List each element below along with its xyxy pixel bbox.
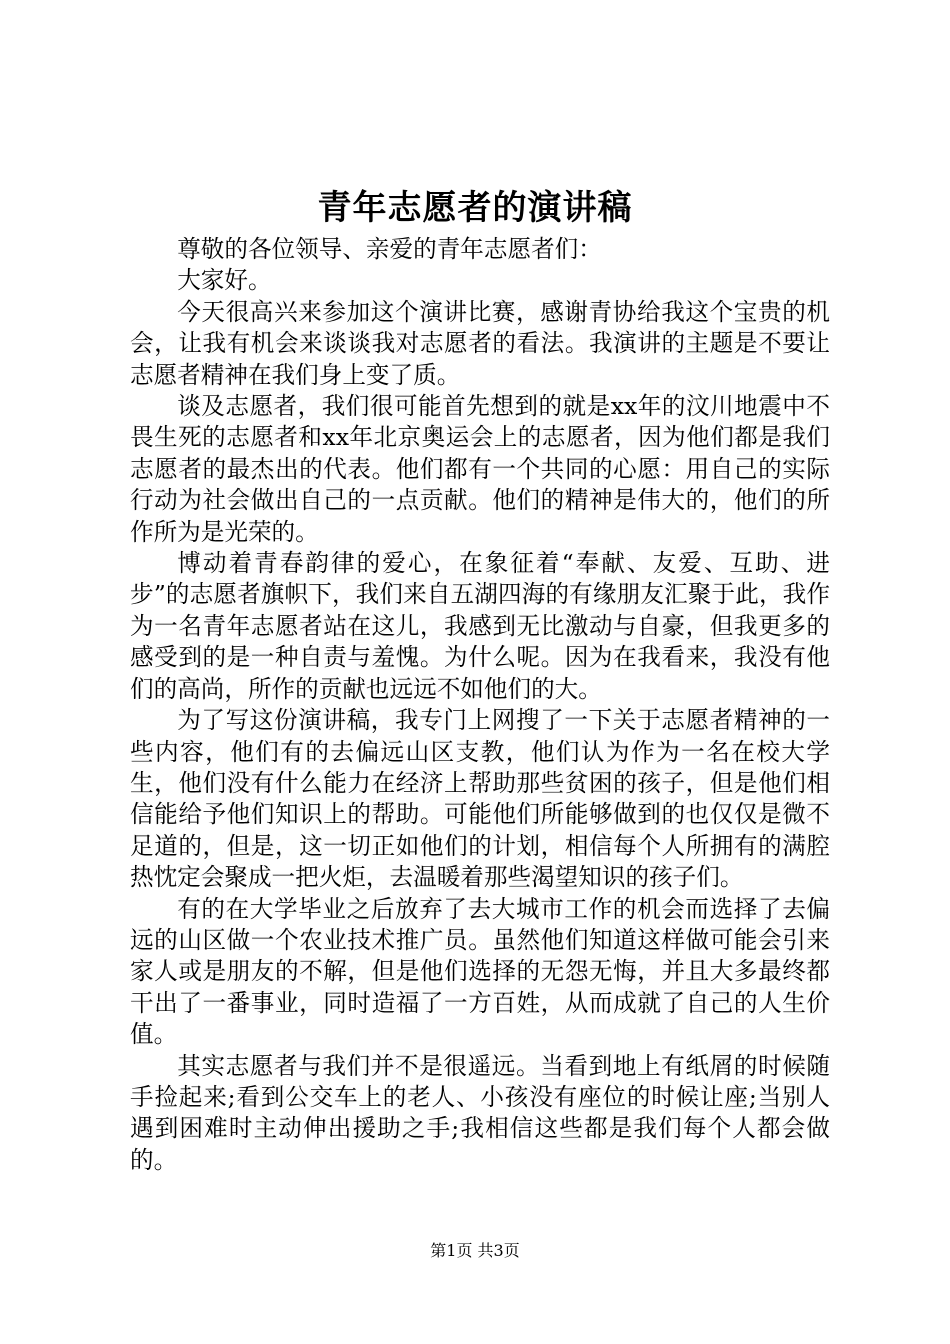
paragraph: 博动着青春韵律的爱心，在象征着“奉献、友爱、互助、进步”的志愿者旗帜下，我们来自五湖四海的有缘朋友汇聚于此，我作为一名青年志愿者站在这儿，我感到无比激动与自豪，但我更多的感受到的是一种自责与羞愧。为什么呢。因为在我看来，我没有他们的高尚，所作的贡献也远远不如他们的大。 [130,549,830,703]
paragraph: 有的在大学毕业之后放弃了去大城市工作的机会而选择了去偏远的山区做一个农业技术推广员。虽然他们知道这样做可能会引来家人或是朋友的不解，但是他们选择的无怨无悔，并且大多最终都干出了一番事业，同时造福了一方百姓，从而成就了自己的人生价值。 [130,894,830,1049]
paragraph: 为了写这份演讲稿，我专门上网搜了一下关于志愿者精神的一些内容，他们有的去偏远山区支教，他们认为作为一名在校大学生，他们没有什么能力在经济上帮助那些贫困的孩子，但是他们相信能给予他们知识上的帮助。可能他们所能够做到的也仅仅是微不足道的，但是，这一切正如他们的计划，相信每个人所拥有的满腔热忱定会聚成一把火炬，去温暖着那些渴望知识的孩子们。 [130,706,830,892]
document-body [130,234,830,1176]
paragraph: 其实志愿者与我们并不是很遥远。当看到地上有纸屑的时候随手捡起来;看到公交车上的老人、小孩没有座位的时候让座;当别人遇到困难时主动伸出援助之手;我相信这些都是我们每个人都会做的。 [130,1051,830,1174]
greeting: 大家好。 [177,266,272,295]
paragraph: 谈及志愿者，我们很可能首先想到的就是xx年的汶川地震中不畏生死的志愿者和xx年北京奥运会上的志愿者，因为他们都是我们志愿者的最杰出的代表。他们都有一个共同的心愿：用自己的实际行动为社会做出自己的一点贡献。他们的精神是伟大的，他们的所作所为是光荣的。 [130,392,830,546]
page-number-footer: 第1页 共3页 [430,1241,520,1260]
salutation: 尊敬的各位领导、亲爱的青年志愿者们： [177,235,602,263]
document-title: 青年志愿者的演讲稿 [317,188,633,228]
paragraph: 今天很高兴来参加这个演讲比赛，感谢青协给我这个宝贵的机会，让我有机会来谈谈我对志愿者的看法。我演讲的主题是不要让志愿者精神在我们身上变了质。 [130,297,830,389]
